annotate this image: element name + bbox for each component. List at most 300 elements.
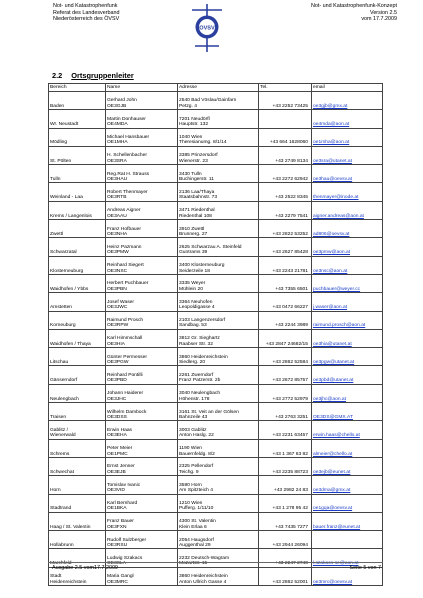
name-cell-line: Raimund Prosch [107, 318, 144, 324]
area-cell [49, 92, 106, 110]
phone-cell: +43 2279 7541 [259, 201, 312, 219]
address-cell-line: 3471 Riedenthal [179, 208, 215, 214]
area-cell-line: Heidenreichstein [50, 579, 87, 585]
name-cell-line: Karl Bernhard [107, 501, 138, 507]
address-cell [178, 366, 259, 384]
table-row [49, 238, 383, 256]
address-cell [178, 165, 259, 183]
address-cell [178, 128, 259, 146]
table-row [49, 311, 383, 329]
address-cell-line: Leopoldigasse 4 [179, 305, 215, 311]
address-cell-line: Staatsbahnstr. 73 [179, 195, 218, 201]
name-cell-line: Reinhard Pontilli [107, 372, 143, 378]
name-cell [106, 128, 178, 146]
area-cell-line: Schrems [50, 451, 70, 457]
name-cell [106, 494, 178, 512]
address-cell-line: 2325 Pellendorf [179, 464, 214, 470]
name-cell-line: OE1PMC [107, 451, 128, 457]
address-cell-line: 1210 Wien [179, 501, 203, 507]
address-cell-line: Mühlein 20 [179, 286, 203, 292]
email-link[interactable]: oe3pmw@aon.at [312, 238, 383, 256]
table-row [49, 220, 383, 238]
table-row [49, 421, 383, 439]
area-cell-line: Mödling [50, 140, 68, 146]
phone-cell: +43 2822 53252 [259, 220, 312, 238]
name-cell-line: OE3RTB [107, 195, 127, 201]
name-cell-line: Günter Permesser [107, 354, 147, 360]
address-cell-line: 2625 Schwarzau A. Steinfeld [179, 244, 242, 250]
header-left-line-1: Not- und Katastrophenfunk [53, 3, 118, 9]
address-cell-line: 3430 Tulln [179, 171, 202, 177]
area-cell [49, 348, 106, 366]
address-cell [178, 494, 259, 512]
name-cell-line: OE3PGW [107, 360, 129, 366]
name-cell-line: Heinz Pazmann [107, 244, 142, 250]
name-cell-line: OE3RPW [107, 323, 129, 329]
address-cell [178, 457, 259, 475]
address-cell-line: Riedenthal 108 [179, 213, 212, 219]
name-cell [106, 457, 178, 475]
section-heading [52, 71, 134, 80]
name-cell-line: Franz Bauer [107, 519, 134, 525]
phone-cell: +43 2749 8134 [259, 146, 312, 164]
name-cell-line: OE3SRA [107, 158, 127, 164]
table-row [49, 293, 383, 311]
area-cell-line: Korneuburg [50, 323, 76, 329]
address-cell-line: Höhenstr. 178 [179, 396, 210, 402]
footer-edition: Ausgabe 2.5 vom17.7.2009 [52, 565, 118, 571]
name-cell-line: Karl Himmschall [107, 336, 143, 342]
address-cell [178, 567, 259, 585]
email-link[interactable]: raimund.prosch@aon.at [312, 311, 383, 329]
area-cell-line: Schwarzatal [50, 250, 77, 256]
area-cell [49, 201, 106, 219]
header-left [53, 3, 120, 23]
name-cell [106, 403, 178, 421]
name-cell-line: OE1BKA [107, 506, 127, 512]
phone-cell: +43 2235 88723 [259, 457, 312, 475]
table-row [49, 494, 383, 512]
area-cell [49, 439, 106, 457]
name-cell-line: Peter Meier [107, 446, 133, 452]
address-cell-line: 3003 Gablitz [179, 427, 207, 433]
oevsv-logo [189, 2, 225, 54]
section-number: 2.2 [52, 71, 63, 80]
email-link[interactable]: oe3hau@oevsv.at [312, 165, 383, 183]
name-cell [106, 201, 178, 219]
address-cell [178, 348, 259, 366]
email-link[interactable]: j.waser@aon.at [312, 293, 383, 311]
phone-cell [259, 110, 312, 128]
email-link[interactable]: oe3pbd@utanet.at [312, 366, 383, 384]
name-cell-line: OE3VID [107, 488, 125, 494]
address-cell-line: Hauptstr. 132 [179, 122, 209, 128]
email-link[interactable]: ad806@oevsv.at [312, 220, 383, 238]
table-row [49, 201, 383, 219]
name-cell-line: OE3RSU [107, 543, 128, 549]
footer-divider [48, 562, 383, 563]
name-cell-line: Rudolf Sulzberger [107, 537, 147, 543]
address-cell [178, 531, 259, 549]
address-cell-line: Guntrams 39 [179, 250, 208, 256]
address-cell-line: 1040 Wien [179, 135, 203, 141]
email-link[interactable]: oe1mha@aon.at [312, 128, 383, 146]
email-link[interactable]: oe3sra@utanet.at [312, 146, 383, 164]
name-cell [106, 256, 178, 274]
email-link[interactable]: erwin.haas@chello.at [312, 421, 383, 439]
address-cell [178, 384, 259, 402]
table-row [49, 165, 383, 183]
phone-cell: +43 1 367 63 82 [259, 439, 312, 457]
col-header-adresse: Adresse [178, 84, 259, 92]
footer-page-number: Seite 5 von 7 [349, 565, 381, 571]
area-cell-line: Wienerwald [50, 433, 76, 439]
address-cell-line: Auggenthal 29 [179, 543, 211, 549]
area-cell-line: Stadtrand [50, 506, 72, 512]
name-cell-line: OE3NSC [107, 268, 128, 274]
name-cell-line: Wilhelm Dambock [107, 409, 147, 415]
address-cell-line: 7201 Neudörfl [179, 116, 210, 122]
table-row [49, 92, 383, 110]
area-cell [49, 531, 106, 549]
address-cell-line: Pufferg. 1/11/10 [179, 506, 214, 512]
area-cell [49, 421, 106, 439]
table-row [49, 110, 383, 128]
address-cell-line: Wienerstr. 23 [179, 158, 208, 164]
area-cell-line: Weinland - Laa [50, 195, 83, 201]
email-link[interactable]: oe3ejb@eunet.at [312, 457, 383, 475]
address-cell-line: Bahnzeile 43 [179, 414, 208, 420]
name-cell-line: OE3SLA [107, 561, 127, 567]
address-cell-line: Brunnerg. 27 [179, 231, 208, 237]
area-cell [49, 384, 106, 402]
area-cell [49, 311, 106, 329]
address-cell-line: Klein Erlaa 6 [179, 524, 207, 530]
name-cell [106, 220, 178, 238]
area-cell [49, 110, 106, 128]
area-cell [49, 165, 106, 183]
address-cell [178, 403, 259, 421]
name-cell-line: OE3PMW [107, 250, 129, 256]
address-cell-line: 3860 Heidenreichstein [179, 354, 228, 360]
table-row [49, 146, 383, 164]
name-cell [106, 348, 178, 366]
area-cell [49, 146, 106, 164]
table-body [49, 92, 383, 586]
address-cell [178, 183, 259, 201]
col-header-bereich: Bereich [49, 84, 106, 92]
name-cell [106, 146, 178, 164]
address-cell-line: Teichg. 9 [179, 469, 199, 475]
name-cell [106, 421, 178, 439]
name-cell-line: OE3FXN [107, 524, 127, 530]
email-link[interactable]: aigner.andreas@aon.at [312, 201, 383, 219]
address-cell-line: Buchingerstr. 11 [179, 177, 214, 183]
email-link[interactable]: oe3nsc@aon.at [312, 256, 383, 274]
area-cell [49, 366, 106, 384]
address-cell [178, 476, 259, 494]
name-cell-line: Herbert Puchbauer [107, 281, 149, 287]
phone-cell: +43 2243 21781 [259, 256, 312, 274]
area-cell [49, 403, 106, 421]
address-cell [178, 274, 259, 292]
name-cell [106, 165, 178, 183]
address-cell [178, 329, 259, 347]
address-cell-line: 2136 Laa/Thaya [179, 189, 215, 195]
address-cell-line: Theresianumg. 8/1/14 [179, 140, 227, 146]
address-cell [178, 220, 259, 238]
name-cell [106, 183, 178, 201]
area-cell-line: Traisen [50, 414, 67, 420]
area-cell-line: Horn [50, 488, 61, 494]
table-row [49, 457, 383, 475]
address-cell-line: 3335 Weyer [179, 281, 206, 287]
address-cell-line: Raabser Str. 32 [179, 341, 213, 347]
table-row [49, 329, 383, 347]
area-cell-line: Schwechat [50, 469, 74, 475]
name-cell-line: Reg.Rat H. Strauss [107, 171, 150, 177]
address-cell [178, 92, 259, 110]
name-cell [106, 293, 178, 311]
address-cell-line: 3040 Neulengbach [179, 391, 221, 397]
name-cell [106, 238, 178, 256]
area-cell [49, 494, 106, 512]
name-cell-line: Martin Donhauser [107, 116, 146, 122]
phone-cell: +43 2252 73425 [259, 92, 312, 110]
phone-cell: +43 2522 8345 [259, 183, 312, 201]
name-cell-line: Johann Haiderer [107, 391, 144, 397]
name-cell-line: OE3JWC [107, 305, 128, 311]
area-cell-line: Marchfeld [50, 561, 72, 567]
phone-cell: +43 7355 6501 [259, 274, 312, 292]
email-link[interactable]: puchbauer@weyer.cc [312, 274, 383, 292]
table-row [49, 531, 383, 549]
email-link[interactable]: bauer.franz@eunet.at [312, 512, 383, 530]
table-row [49, 366, 383, 384]
area-cell-line: Waidhofen / Thaya [50, 341, 91, 347]
email-link[interactable]: oe3mrc@oevsv.at [312, 567, 383, 585]
address-cell [178, 421, 259, 439]
name-cell [106, 92, 178, 110]
email-link[interactable]: oe1gqa@oevsv.at [312, 494, 383, 512]
name-cell-line: OE3PBD [107, 378, 127, 384]
name-cell [106, 439, 178, 457]
address-cell-line: Franz Patzerstr. 2b [179, 378, 221, 384]
address-cell [178, 238, 259, 256]
phone-cell: +43 2763 3251 [259, 403, 312, 421]
address-cell [178, 110, 259, 128]
name-cell-line: Gerhard John [107, 98, 137, 104]
phone-cell: +43 2231 63457 [259, 421, 312, 439]
name-cell-line: OE3DSS [107, 414, 127, 420]
area-cell [49, 274, 106, 292]
table-row [49, 403, 383, 421]
area-cell-line: St. Pölten [50, 158, 72, 164]
name-cell [106, 274, 178, 292]
area-cell-line: Zwettl [50, 231, 64, 237]
name-cell-line: Ludwig Szakacs [107, 555, 143, 561]
phone-cell: +43 7435 7277 [259, 512, 312, 530]
address-cell-line: Sandbag. 53 [179, 323, 207, 329]
area-cell-line: Hollabrunn [50, 543, 74, 549]
address-cell-line: 3860 Heidenreichstein [179, 574, 228, 580]
name-cell-line: OE3AAU [107, 213, 127, 219]
address-cell-line: 3812 Gr. Sieghartz [179, 336, 220, 342]
group-leader-table [48, 83, 383, 586]
phone-cell: +43 2944 26094 [259, 531, 312, 549]
area-cell [49, 476, 106, 494]
area-cell-line: Tulln [50, 177, 61, 183]
area-cell-line: Baden [50, 103, 65, 109]
name-cell-line: Reinhard Siegert [107, 263, 144, 269]
area-cell-line: Gablitz / [50, 427, 68, 433]
address-cell-line: 3364 Neuhofen [179, 299, 213, 305]
email-link[interactable]: thenmayer@inode.at [312, 183, 383, 201]
area-cell-line: Haag / St. Valentin [50, 524, 91, 530]
address-cell-line: 3910 Zwettl [179, 226, 205, 232]
header-right [311, 3, 397, 23]
area-cell [49, 329, 106, 347]
area-cell-line: Waidhofen / Ybbs [50, 286, 89, 292]
name-cell-line: OE4MDA [107, 122, 128, 128]
name-cell-line: OE3HAU [107, 177, 128, 183]
phone-cell: +43 2627 85428 [259, 238, 312, 256]
address-cell-line: 2540 Bad Vöslau/Gainfarn [179, 98, 237, 104]
name-cell [106, 512, 178, 530]
area-cell [49, 457, 106, 475]
email-link[interactable]: oe3hia@utanet.at [312, 329, 383, 347]
phone-cell: +43 2982 24 83 [259, 476, 312, 494]
section-title: Ortsgruppenleiter [71, 71, 134, 80]
name-cell-line: Josef Waser [107, 299, 134, 305]
name-cell-line: OE3NHA [107, 231, 128, 237]
table-row [49, 512, 383, 530]
area-cell [49, 293, 106, 311]
area-cell [49, 238, 106, 256]
name-cell [106, 476, 178, 494]
area-cell-line: Neulengbach [50, 396, 79, 402]
email-link[interactable]: oe3gjb@gmx.at [312, 92, 383, 110]
name-cell-line: OE3EHA [107, 433, 127, 439]
table-row [49, 384, 383, 402]
header-left-line-3: Niederösterreich des ÖVSV [53, 16, 120, 23]
address-cell [178, 146, 259, 164]
email-link[interactable]: oe3jhc@aon.at [312, 384, 383, 402]
address-cell-line: 2261 Zwerndorf [179, 372, 214, 378]
name-cell-line: Andreas Aigner [107, 208, 141, 214]
area-cell-line: Wr. Neustadt [50, 122, 79, 128]
col-header-tel: Tel. [259, 84, 312, 92]
phone-cell: +43 2847 24682/15 [259, 329, 312, 347]
area-cell [49, 183, 106, 201]
address-cell-line: 2103 Langenzersdorf [179, 318, 226, 324]
phone-cell: +43 2247 2740 [259, 549, 312, 567]
table-row [49, 256, 383, 274]
name-cell-line: Franz Hofbauer [107, 226, 141, 232]
col-header-name: Name [106, 84, 178, 92]
name-cell-line: OE3JHC [107, 396, 127, 402]
email-link[interactable]: almeier@chello.at [312, 439, 383, 457]
email-link[interactable]: oe3dma@gmx.at [312, 476, 383, 494]
area-cell [49, 256, 106, 274]
name-cell-line: OE3EJB [107, 469, 126, 475]
name-cell-line: Ernst Jenner [107, 464, 135, 470]
address-cell-line: 1190 Wien [179, 446, 203, 452]
header-left-line-2: Referat des Landesverband [53, 9, 120, 16]
name-cell-line: OE3GJB [107, 103, 127, 109]
header-right-line-2: Version 2.5 [370, 9, 397, 16]
address-cell-line: 3580 Horn [179, 482, 202, 488]
name-cell [106, 110, 178, 128]
address-cell-line: Seiderzeile 18 [179, 268, 210, 274]
phone-cell: +43 2772 52979 [259, 384, 312, 402]
table-row [49, 348, 383, 366]
phone-cell: +43 664 1628060 [259, 128, 312, 146]
email-link[interactable]: oe3pgw@utanet.at [312, 348, 383, 366]
col-header-email: email [312, 84, 383, 92]
name-cell-line: Maria Gangl [107, 574, 134, 580]
email-link[interactable]: l.szakacs-se@aon.at [312, 549, 383, 567]
address-cell [178, 293, 259, 311]
area-cell [49, 128, 106, 146]
table-row [49, 274, 383, 292]
phone-cell: +43 2244 3989 [259, 311, 312, 329]
header-right-line-1: Not- und Katastrophenfunk-Konzept [310, 3, 397, 9]
address-cell-line: Mozartstr. 15 [179, 561, 208, 567]
phone-cell: +43 2272 62942 [259, 165, 312, 183]
email-link [312, 531, 383, 549]
address-cell [178, 311, 259, 329]
table-row [49, 439, 383, 457]
address-cell-line: Petzg. 4 [179, 103, 197, 109]
table-row [49, 128, 383, 146]
area-cell-line: Stadt [50, 574, 62, 580]
table-header-row [49, 84, 383, 92]
email-link[interactable]: oe4mda@aon.at [312, 110, 383, 128]
name-cell [106, 329, 178, 347]
address-cell-line: 2232 Deutsch-Wagram [179, 555, 230, 561]
address-cell-line: Siedlerg. 20 [179, 360, 206, 366]
area-cell [49, 220, 106, 238]
address-cell-line: Bauernfeldg. 8/2 [179, 451, 215, 457]
name-cell-line: Robert Thenmayer [107, 189, 148, 195]
area-cell-line: Gänserndorf [50, 378, 78, 384]
address-cell-line: 4300 St. Valentin [179, 519, 216, 525]
name-cell-line: OE1MHA [107, 140, 128, 146]
logo-text: OVSV [199, 25, 215, 32]
name-cell [106, 366, 178, 384]
address-cell-line: 3400 Klosterneuburg [179, 263, 225, 269]
address-cell-line: 3385 Prinzersdorf [179, 153, 218, 159]
area-cell [49, 512, 106, 530]
email-link[interactable]: OE3DS@GMX.AT [312, 403, 383, 421]
address-cell-line: Anton Ullrich Gasse 4 [179, 579, 227, 585]
address-cell [178, 201, 259, 219]
name-cell-line: OE3PBN [107, 286, 127, 292]
table-row [49, 183, 383, 201]
name-cell [106, 311, 178, 329]
phone-cell: +43 2862 52584 [259, 348, 312, 366]
phone-cell: +43 2672 85757 [259, 366, 312, 384]
area-cell-line: Litschau [50, 360, 69, 366]
address-cell-line: Am Spitzteich 4 [179, 488, 213, 494]
address-cell [178, 256, 259, 274]
header-right-line-3: vom 17.7.2009 [361, 16, 397, 23]
phone-cell: +43 1 278 95 42 [259, 494, 312, 512]
phone-cell: +43 0472 66227 [259, 293, 312, 311]
name-cell-line: Tomislav Ivanic [107, 482, 141, 488]
address-cell-line: 2054 Haugsdorf [179, 537, 214, 543]
